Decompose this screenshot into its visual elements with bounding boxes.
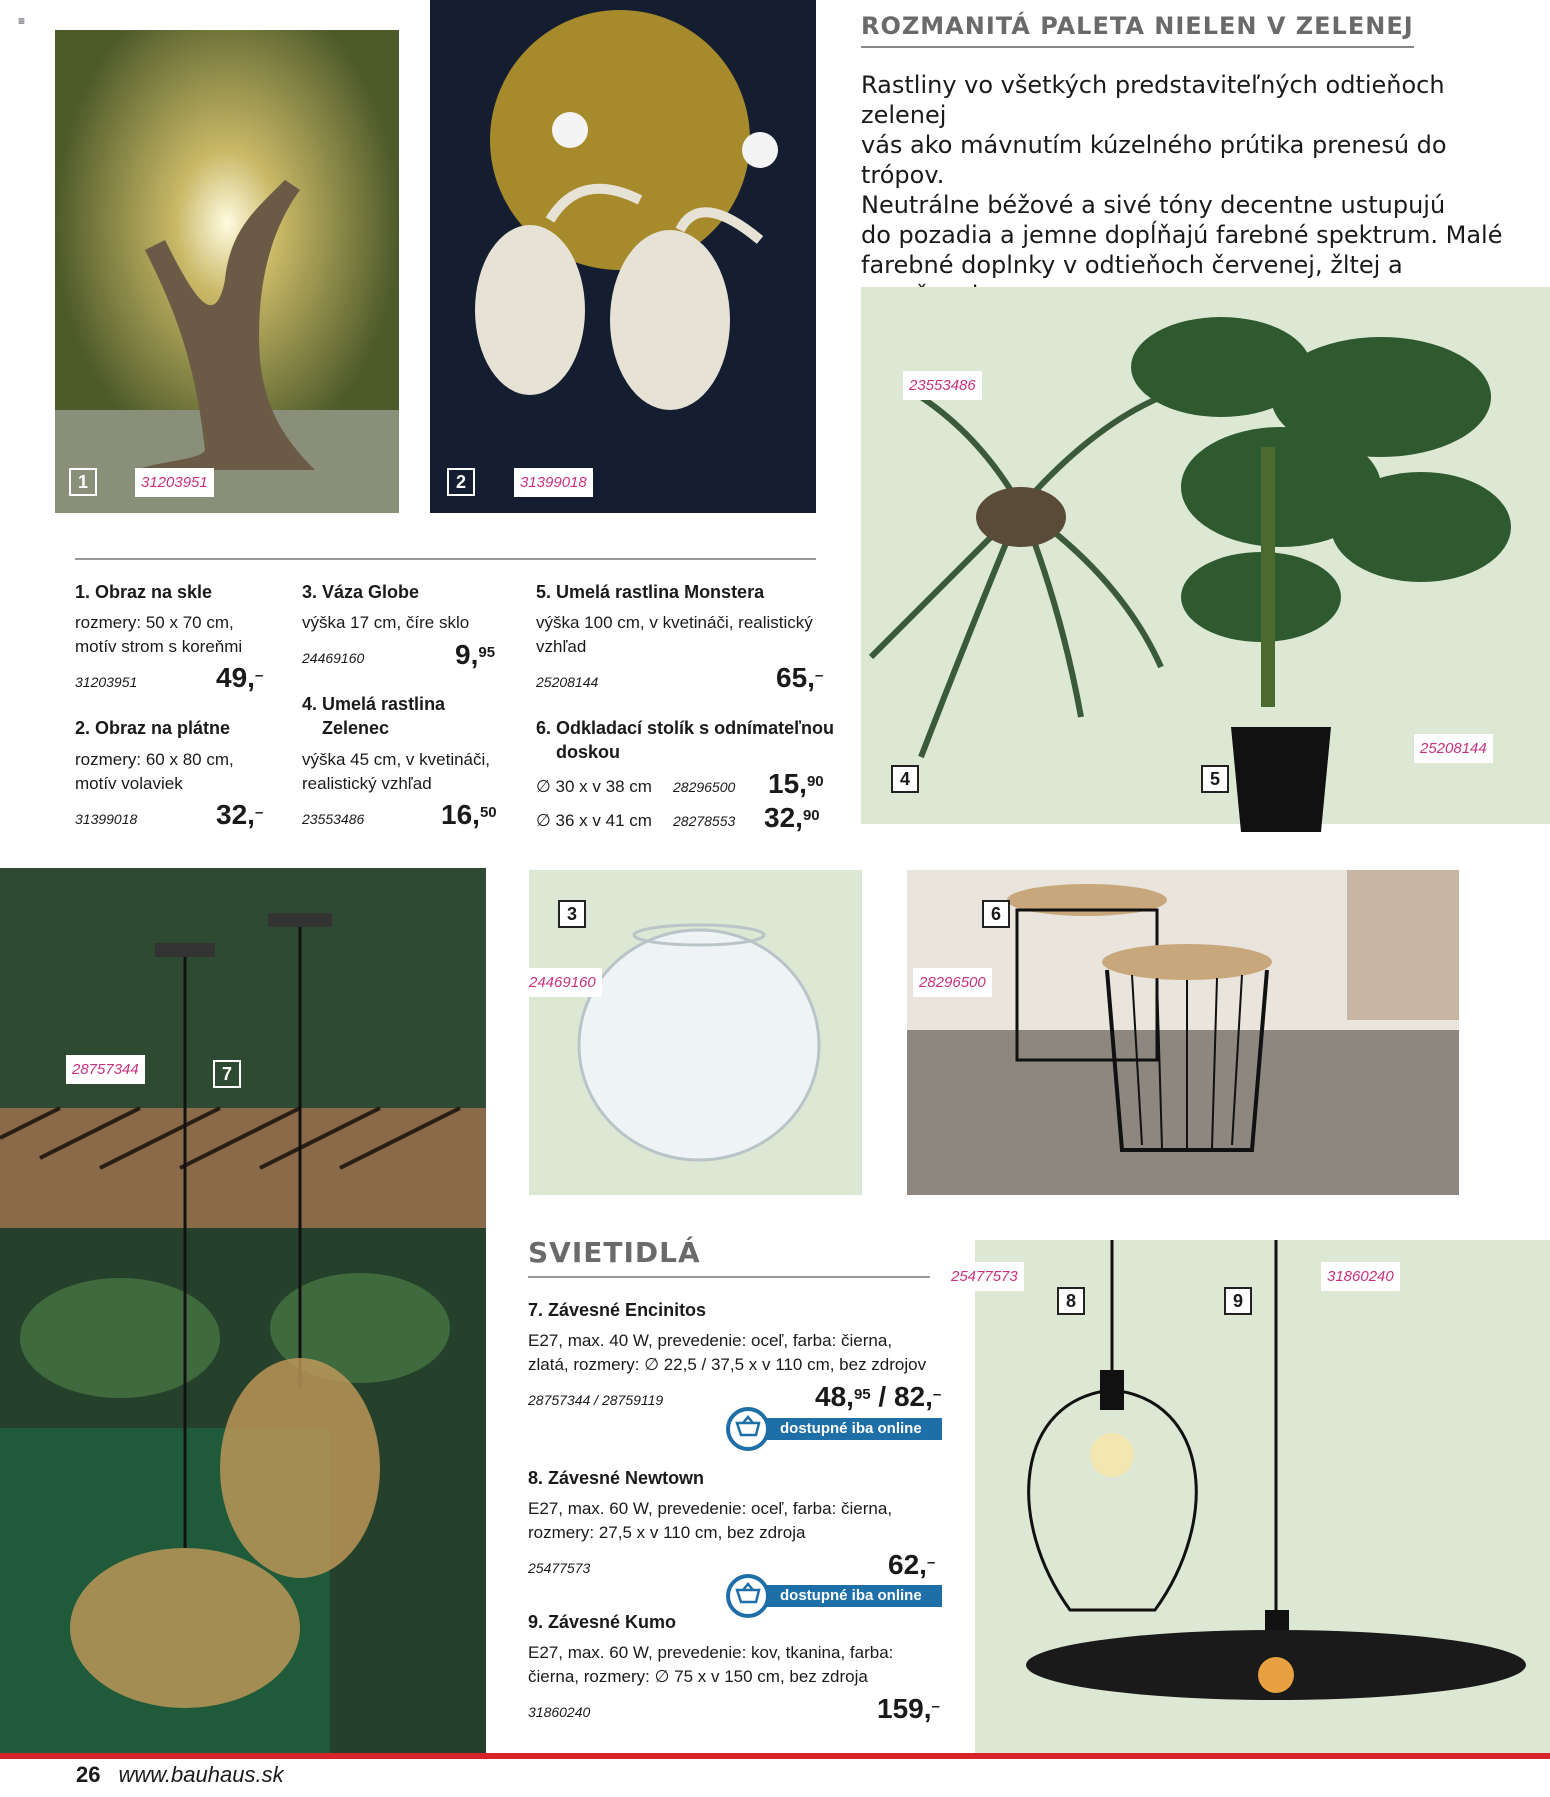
shopping-cart-icon — [726, 1407, 770, 1451]
product-price — [216, 663, 263, 693]
divider — [75, 558, 816, 560]
page-number: 26 — [76, 1762, 101, 1787]
product-code: 24469160 — [302, 650, 365, 666]
image-code-tag: 31203951 — [135, 468, 214, 497]
intro-line: vás ako mávnutím kúzelného prútika prenesú do trópov. — [861, 131, 1447, 189]
intro-line: Neutrálne béžové a sivé tóny decentne ustupujú — [861, 191, 1446, 219]
tree-illustration — [55, 30, 399, 513]
product-code: 28757344 / 28759119 — [528, 1392, 664, 1408]
price-main: 16, — [441, 799, 480, 830]
variant-code: 28278553 — [673, 813, 736, 829]
price-main: 159, — [877, 1693, 932, 1724]
product-desc: motív volaviek — [75, 774, 183, 793]
image-code-tag: 23553486 — [903, 371, 982, 400]
shopping-cart-icon — [726, 1574, 770, 1618]
product-image-side-tables — [907, 870, 1459, 1195]
product-code: 31203951 — [75, 674, 138, 690]
price-sup: – — [814, 667, 824, 684]
product-price — [776, 663, 823, 693]
image-number-badge: 6 — [982, 900, 1010, 928]
product-code: 31860240 — [528, 1704, 591, 1720]
image-number-badge: 3 — [558, 900, 586, 928]
product-desc: výška 100 cm, v kvetináči, realistický — [536, 613, 813, 632]
product-code: 31399018 — [75, 811, 138, 827]
online-only-label: dostupné iba online — [766, 1418, 942, 1440]
image-code-tag: 24469160 — [523, 968, 602, 997]
price-sup: 95 — [478, 644, 496, 661]
product-price — [216, 800, 263, 830]
online-only-label: dostupné iba online — [766, 1585, 942, 1607]
product-desc: E27, max. 60 W, prevedenie: oceľ, farba: čierna, — [528, 1499, 893, 1518]
price-main: 62, — [888, 1549, 927, 1580]
price-sup: 90 — [806, 773, 824, 790]
lights-section-heading: SVIETIDLÁ — [528, 1236, 701, 1269]
price-sup: 50 — [479, 804, 497, 821]
product-title: 2. Obraz na plátne — [75, 718, 231, 738]
product-code: 25477573 — [528, 1560, 591, 1576]
product-desc: E27, max. 60 W, prevedenie: kov, tkanina, farba: — [528, 1643, 894, 1662]
product-image-heron-painting — [430, 0, 816, 513]
price-main: / 82, — [870, 1381, 933, 1412]
price-sup: 90 — [802, 807, 820, 824]
product-desc: rozmery: 60 x 80 cm, — [75, 750, 234, 769]
image-code-tag: 25208144 — [1414, 734, 1493, 763]
product-price — [877, 1694, 940, 1724]
price-main: 32, — [216, 799, 255, 830]
product-title: 5. Umelá rastlina Monstera — [536, 582, 765, 602]
lamps-illustration — [0, 868, 486, 1754]
product-desc: vzhľad — [536, 637, 587, 656]
image-number-badge: 1 — [69, 468, 97, 496]
price-main: 49, — [216, 662, 255, 693]
variant-price — [768, 769, 824, 799]
section-heading: ROZMANITÁ PALETA NIELEN V ZELENEJ — [861, 12, 1414, 48]
product-desc: rozmery: 27,5 x v 110 cm, bez zdroja — [528, 1523, 806, 1542]
product-code: 25208144 — [536, 674, 599, 690]
image-number-badge: 8 — [1057, 1287, 1085, 1315]
price-sup: – — [931, 1698, 940, 1715]
price-main: 32, — [764, 802, 803, 833]
product-title: 3. Váza Globe — [302, 582, 420, 602]
intro-line: Rastliny vo všetkých predstaviteľných odtieňoch zelenej — [861, 71, 1445, 129]
product-desc: čierna, rozmery: ∅ 75 x v 150 cm, bez zdroja — [528, 1667, 868, 1686]
product-title: Zelenec — [322, 718, 390, 738]
image-number-badge: 9 — [1224, 1287, 1252, 1315]
variant-code: 28296500 — [673, 779, 736, 795]
price-sup: 95 — [853, 1386, 871, 1403]
page-footer — [76, 1762, 284, 1788]
image-number-badge: 4 — [891, 765, 919, 793]
price-main: 9, — [455, 639, 479, 670]
online-only-badge — [726, 1574, 932, 1618]
variant-size: ∅ 36 x v 41 cm — [536, 811, 652, 830]
divider — [528, 1276, 930, 1278]
product-price — [441, 800, 497, 830]
heron-illustration — [430, 0, 816, 513]
variant-price — [764, 803, 820, 833]
product-desc: E27, max. 40 W, prevedenie: oceľ, farba: čierna, — [528, 1331, 893, 1350]
intro-line: farebné doplnky v odtieňoch červenej, žltej a — [861, 251, 1403, 279]
image-code-tag: 28296500 — [913, 968, 992, 997]
price-sup: – — [926, 1554, 936, 1571]
price-main: 48, — [815, 1381, 854, 1412]
variant-size: ∅ 30 x v 38 cm — [536, 777, 652, 796]
product-image-tree-painting — [55, 30, 399, 513]
product-title: doskou — [556, 742, 621, 762]
product-title: 8. Závesné Newtown — [528, 1468, 705, 1488]
online-only-badge — [726, 1407, 932, 1451]
product-desc: zlatá, rozmery: ∅ 22,5 / 37,5 x v 110 cm, bez zdrojov — [528, 1355, 927, 1374]
product-desc: rozmery: 50 x 70 cm, — [75, 613, 234, 632]
website-link[interactable]: www.bauhaus.sk — [118, 1762, 284, 1787]
image-code-tag: 31399018 — [514, 468, 593, 497]
product-image-encinitos-lamps — [0, 868, 486, 1754]
price-sup: – — [254, 804, 264, 821]
product-title: 1. Obraz na skle — [75, 582, 213, 602]
intro-line: do pozadia a jemne dopĺňajú farebné spektrum. Malé — [861, 221, 1503, 249]
footer-divider — [0, 1753, 1550, 1759]
product-title: 6. Odkladací stolík s odnímateľnou — [536, 718, 835, 738]
price-main: 65, — [776, 662, 815, 693]
image-code-tag: 31860240 — [1321, 1262, 1400, 1291]
image-number-badge: 7 — [213, 1060, 241, 1088]
product-title: 9. Závesné Kumo — [528, 1612, 677, 1632]
price-main: 15, — [768, 768, 807, 799]
product-image-globe-vase — [529, 870, 862, 1195]
image-code-tag: 25477573 — [945, 1262, 1024, 1291]
price-sup: – — [254, 667, 264, 684]
price-sup: – — [932, 1386, 942, 1403]
menu-marker-icon: ≡ — [18, 14, 26, 28]
image-number-badge: 5 — [1201, 765, 1229, 793]
pendants-illustration — [975, 1240, 1550, 1754]
product-code: 23553486 — [302, 811, 365, 827]
image-number-badge: 2 — [447, 468, 475, 496]
image-code-tag: 28757344 — [66, 1055, 145, 1084]
product-price — [455, 640, 495, 670]
product-title: 4. Umelá rastlina — [302, 694, 446, 714]
product-image-pendant-lamps — [951, 1240, 1550, 1754]
product-desc: realistický vzhľad — [302, 774, 432, 793]
product-title: 7. Závesné Encinitos — [528, 1300, 707, 1320]
product-desc: motív strom s koreňmi — [75, 637, 243, 656]
product-image-plants — [861, 287, 1550, 824]
product-desc: výška 45 cm, v kvetináči, — [302, 750, 491, 769]
product-desc: výška 17 cm, číre sklo — [302, 613, 470, 632]
